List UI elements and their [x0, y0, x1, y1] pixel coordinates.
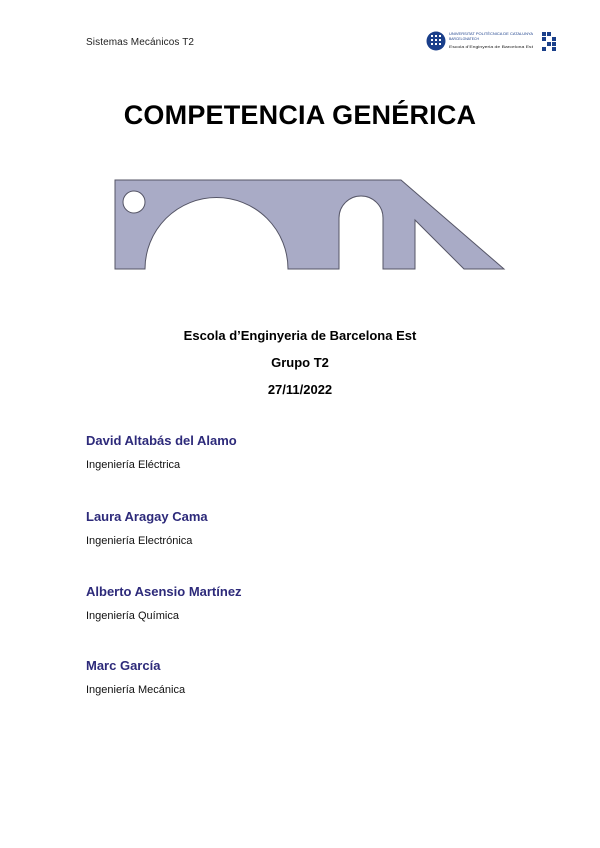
header-course-label: Sistemas Mecánicos T2: [86, 37, 195, 48]
member-degree: Ingeniería Mecánica: [86, 684, 186, 696]
member-name: Alberto Asensio Martínez: [86, 584, 242, 599]
upc-logo-icon: [426, 28, 558, 54]
document-date: 27/11/2022: [267, 382, 333, 397]
member-entry: [86, 584, 242, 622]
member-entry: [86, 433, 237, 471]
member-entry: [86, 658, 185, 696]
mechanical-part-icon: [112, 178, 508, 274]
member-degree: Ingeniería Eléctrica: [86, 459, 181, 471]
group-label: Grupo T2: [271, 355, 329, 370]
member-entry: [86, 509, 208, 547]
member-degree: Ingeniería Electrónica: [86, 535, 193, 547]
member-name: David Altabás del Alamo: [86, 433, 237, 448]
page-title: COMPETENCIA GENÉRICA: [123, 100, 477, 130]
member-degree: Ingeniería Química: [86, 610, 179, 622]
member-name: Laura Aragay Cama: [86, 509, 208, 524]
member-name: Marc García: [86, 658, 161, 673]
school-name: Escola d’Enginyeria de Barcelona Est: [183, 328, 417, 343]
logo-text-line-2: BARCELONATECH: [449, 37, 479, 41]
logo-text-line-1: UNIVERSITAT POLITÈCNICA DE CATALUNYA: [449, 32, 521, 36]
logo-text-line-3: Escola d'Enginyeria de Barcelona Est: [449, 45, 533, 49]
